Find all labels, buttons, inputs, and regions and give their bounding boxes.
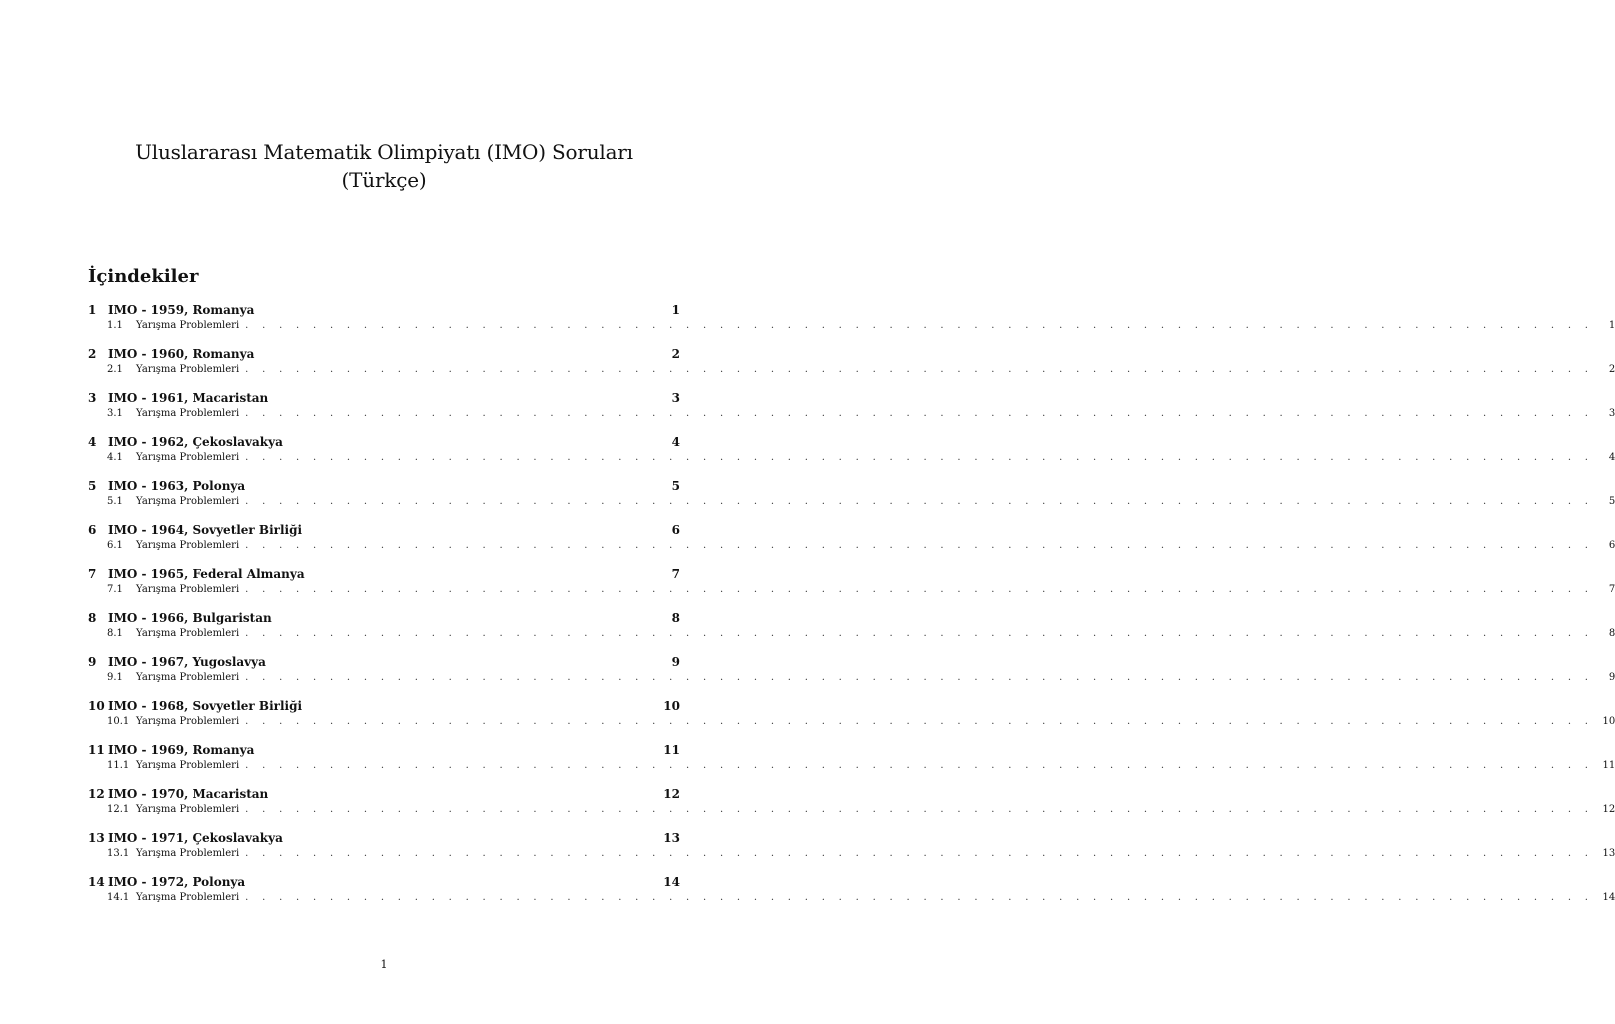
toc-section-title: IMO - 1959, Romanya	[108, 303, 255, 317]
toc-section-title: IMO - 1962, Çekoslavakya	[108, 435, 283, 449]
toc-subsection-link[interactable]	[88, 628, 1615, 639]
toc-subsection-number: 11.1	[107, 760, 130, 771]
toc-subsection-title: Yarışma Problemleri	[136, 496, 240, 507]
toc-subsection-link[interactable]	[88, 892, 1615, 903]
toc-dot-leader: . . . . . . . . . . . . . . . . . . . . . . . . . . . . . . . . . . . . . . . . . . . . . . . . . . . . . . . . . . . . . . . . . . . . . . . . . . . . . . . .	[245, 320, 1594, 331]
toc-section-title: IMO - 1963, Polonya	[108, 479, 246, 493]
toc-subsection-title: Yarışma Problemleri	[136, 584, 240, 595]
toc-section-page: 3	[671, 391, 680, 405]
toc-entry	[88, 523, 1615, 567]
toc-section-link[interactable]	[88, 787, 680, 801]
toc-subsection-page: 5	[1608, 496, 1615, 507]
toc-section-number: 14	[88, 875, 105, 889]
document-title-line2: (Türkçe)	[341, 168, 427, 192]
toc-section-title: IMO - 1964, Sovyetler Birliği	[108, 523, 303, 537]
toc-section-link[interactable]	[88, 699, 680, 713]
toc-dot-leader: . . . . . . . . . . . . . . . . . . . . . . . . . . . . . . . . . . . . . . . . . . . . . . . . . . . . . . . . . . . . . . . . . . . . . . . . . . . . . . . .	[245, 584, 1594, 595]
toc-subsection-link[interactable]	[88, 760, 1615, 771]
toc-entry	[88, 567, 1615, 611]
toc-subsection-number: 14.1	[107, 892, 130, 903]
document-title	[0, 138, 768, 194]
toc-subsection-title: Yarışma Problemleri	[136, 408, 240, 419]
toc-entry	[88, 391, 1615, 435]
toc-dot-leader: . . . . . . . . . . . . . . . . . . . . . . . . . . . . . . . . . . . . . . . . . . . . . . . . . . . . . . . . . . . . . . . . . . . . . . . . . . . . . . . .	[245, 716, 1594, 727]
toc-section-page: 4	[671, 435, 680, 449]
toc-section-title: IMO - 1967, Yugoslavya	[108, 655, 266, 669]
toc-subsection-title: Yarışma Problemleri	[136, 628, 240, 639]
document-title-line1: Uluslararası Matematik Olimpiyatı (IMO) Soruları	[135, 140, 633, 164]
toc-dot-leader: . . . . . . . . . . . . . . . . . . . . . . . . . . . . . . . . . . . . . . . . . . . . . . . . . . . . . . . . . . . . . . . . . . . . . . . . . . . . . . . .	[245, 408, 1594, 419]
toc-section-page: 1	[671, 303, 680, 317]
toc-subsection-number: 13.1	[107, 848, 130, 859]
toc-subsection-title: Yarışma Problemleri	[136, 716, 240, 727]
toc-subsection-link[interactable]	[88, 364, 1615, 375]
toc-subsection-title: Yarışma Problemleri	[136, 540, 240, 551]
toc-subsection-title: Yarışma Problemleri	[136, 452, 240, 463]
toc-subsection-page: 10	[1602, 716, 1615, 727]
toc-subsection-page: 9	[1608, 672, 1615, 683]
toc-subsection-number: 9.1	[107, 672, 123, 683]
toc-section-link[interactable]	[88, 611, 680, 625]
toc-subsection-number: 7.1	[107, 584, 123, 595]
toc-section-number: 5	[88, 479, 97, 493]
toc-section-number: 6	[88, 523, 97, 537]
toc-section-page: 6	[671, 523, 680, 537]
toc-section-link[interactable]	[88, 347, 680, 361]
toc-subsection-link[interactable]	[88, 540, 1615, 551]
toc-subsection-title: Yarışma Problemleri	[136, 848, 240, 859]
toc-section-title: IMO - 1969, Romanya	[108, 743, 255, 757]
toc-heading: İçindekiler	[88, 266, 199, 287]
table-of-contents	[88, 303, 1615, 919]
toc-subsection-title: Yarışma Problemleri	[136, 760, 240, 771]
toc-section-link[interactable]	[88, 567, 680, 581]
toc-section-number: 12	[88, 787, 105, 801]
toc-subsection-link[interactable]	[88, 584, 1615, 595]
toc-subsection-title: Yarışma Problemleri	[136, 804, 240, 815]
toc-subsection-page: 8	[1608, 628, 1615, 639]
toc-section-number: 1	[88, 303, 97, 317]
toc-section-title: IMO - 1965, Federal Almanya	[108, 567, 305, 581]
toc-section-title: IMO - 1971, Çekoslavakya	[108, 831, 283, 845]
toc-dot-leader: . . . . . . . . . . . . . . . . . . . . . . . . . . . . . . . . . . . . . . . . . . . . . . . . . . . . . . . . . . . . . . . . . . . . . . . . . . . . . . . .	[245, 892, 1594, 903]
toc-section-link[interactable]	[88, 655, 680, 669]
toc-section-link[interactable]	[88, 743, 680, 757]
toc-entry	[88, 831, 1615, 875]
toc-section-link[interactable]	[88, 435, 680, 449]
toc-section-link[interactable]	[88, 391, 680, 405]
toc-section-page: 12	[663, 787, 680, 801]
toc-section-page: 7	[671, 567, 680, 581]
toc-section-page: 11	[663, 743, 680, 757]
toc-subsection-page: 7	[1608, 584, 1615, 595]
toc-entry	[88, 435, 1615, 479]
toc-section-number: 7	[88, 567, 97, 581]
toc-subsection-page: 3	[1608, 408, 1615, 419]
toc-dot-leader: . . . . . . . . . . . . . . . . . . . . . . . . . . . . . . . . . . . . . . . . . . . . . . . . . . . . . . . . . . . . . . . . . . . . . . . . . . . . . . . .	[245, 364, 1594, 375]
toc-subsection-title: Yarışma Problemleri	[136, 672, 240, 683]
toc-dot-leader: . . . . . . . . . . . . . . . . . . . . . . . . . . . . . . . . . . . . . . . . . . . . . . . . . . . . . . . . . . . . . . . . . . . . . . . . . . . . . . . .	[245, 848, 1594, 859]
toc-subsection-link[interactable]	[88, 452, 1615, 463]
toc-subsection-link[interactable]	[88, 804, 1615, 815]
toc-entry	[88, 875, 1615, 919]
toc-subsection-number: 8.1	[107, 628, 123, 639]
toc-section-number: 2	[88, 347, 97, 361]
toc-section-number: 3	[88, 391, 97, 405]
toc-section-link[interactable]	[88, 831, 680, 845]
toc-section-link[interactable]	[88, 303, 680, 317]
toc-dot-leader: . . . . . . . . . . . . . . . . . . . . . . . . . . . . . . . . . . . . . . . . . . . . . . . . . . . . . . . . . . . . . . . . . . . . . . . . . . . . . . . .	[245, 672, 1594, 683]
toc-section-title: IMO - 1966, Bulgaristan	[108, 611, 272, 625]
toc-entry	[88, 655, 1615, 699]
toc-subsection-page: 1	[1608, 320, 1615, 331]
toc-dot-leader: . . . . . . . . . . . . . . . . . . . . . . . . . . . . . . . . . . . . . . . . . . . . . . . . . . . . . . . . . . . . . . . . . . . . . . . . . . . . . . . .	[245, 496, 1594, 507]
toc-section-number: 11	[88, 743, 105, 757]
toc-dot-leader: . . . . . . . . . . . . . . . . . . . . . . . . . . . . . . . . . . . . . . . . . . . . . . . . . . . . . . . . . . . . . . . . . . . . . . . . . . . . . . . .	[245, 804, 1594, 815]
toc-subsection-link[interactable]	[88, 408, 1615, 419]
toc-subsection-title: Yarışma Problemleri	[136, 364, 240, 375]
toc-entry	[88, 699, 1615, 743]
toc-subsection-link[interactable]	[88, 716, 1615, 727]
toc-section-page: 9	[671, 655, 680, 669]
toc-section-page: 8	[671, 611, 680, 625]
toc-section-number: 10	[88, 699, 105, 713]
toc-subsection-number: 5.1	[107, 496, 123, 507]
toc-section-number: 13	[88, 831, 105, 845]
toc-entry	[88, 743, 1615, 787]
toc-section-number: 4	[88, 435, 97, 449]
toc-entry	[88, 347, 1615, 391]
toc-section-title: IMO - 1960, Romanya	[108, 347, 255, 361]
toc-entry	[88, 611, 1615, 655]
toc-entry	[88, 303, 1615, 347]
toc-subsection-title: Yarışma Problemleri	[136, 892, 240, 903]
toc-subsection-number: 1.1	[107, 320, 123, 331]
toc-subsection-number: 4.1	[107, 452, 123, 463]
toc-section-title: IMO - 1970, Macaristan	[108, 787, 269, 801]
toc-section-link[interactable]	[88, 479, 680, 493]
toc-section-link[interactable]	[88, 523, 680, 537]
toc-section-page: 5	[671, 479, 680, 493]
toc-subsection-link[interactable]	[88, 320, 1615, 331]
toc-subsection-number: 12.1	[107, 804, 130, 815]
toc-subsection-page: 12	[1602, 804, 1615, 815]
toc-subsection-page: 6	[1608, 540, 1615, 551]
toc-section-page: 14	[663, 875, 680, 889]
toc-section-link[interactable]	[88, 875, 680, 889]
toc-section-title: IMO - 1968, Sovyetler Birliği	[108, 699, 303, 713]
toc-section-title: IMO - 1961, Macaristan	[108, 391, 269, 405]
toc-dot-leader: . . . . . . . . . . . . . . . . . . . . . . . . . . . . . . . . . . . . . . . . . . . . . . . . . . . . . . . . . . . . . . . . . . . . . . . . . . . . . . . .	[245, 760, 1594, 771]
toc-section-title: IMO - 1972, Polonya	[108, 875, 246, 889]
toc-subsection-title: Yarışma Problemleri	[136, 320, 240, 331]
toc-dot-leader: . . . . . . . . . . . . . . . . . . . . . . . . . . . . . . . . . . . . . . . . . . . . . . . . . . . . . . . . . . . . . . . . . . . . . . . . . . . . . . . .	[245, 540, 1594, 551]
toc-subsection-number: 3.1	[107, 408, 123, 419]
toc-subsection-page: 14	[1602, 892, 1615, 903]
toc-subsection-page: 2	[1608, 364, 1615, 375]
toc-entry	[88, 479, 1615, 523]
toc-subsection-page: 4	[1608, 452, 1615, 463]
toc-section-number: 9	[88, 655, 97, 669]
toc-subsection-link[interactable]	[88, 848, 1615, 859]
toc-subsection-number: 6.1	[107, 540, 123, 551]
toc-subsection-number: 2.1	[107, 364, 123, 375]
toc-section-page: 2	[671, 347, 680, 361]
toc-dot-leader: . . . . . . . . . . . . . . . . . . . . . . . . . . . . . . . . . . . . . . . . . . . . . . . . . . . . . . . . . . . . . . . . . . . . . . . . . . . . . . . .	[245, 628, 1594, 639]
toc-subsection-page: 13	[1602, 848, 1615, 859]
toc-dot-leader: . . . . . . . . . . . . . . . . . . . . . . . . . . . . . . . . . . . . . . . . . . . . . . . . . . . . . . . . . . . . . . . . . . . . . . . . . . . . . . . .	[245, 452, 1594, 463]
toc-entry	[88, 787, 1615, 831]
toc-section-number: 8	[88, 611, 97, 625]
toc-subsection-link[interactable]	[88, 672, 1615, 683]
toc-section-page: 10	[663, 699, 680, 713]
toc-subsection-link[interactable]	[88, 496, 1615, 507]
page-number: 1	[380, 958, 388, 971]
toc-section-page: 13	[663, 831, 680, 845]
toc-subsection-number: 10.1	[107, 716, 130, 727]
toc-subsection-page: 11	[1602, 760, 1615, 771]
